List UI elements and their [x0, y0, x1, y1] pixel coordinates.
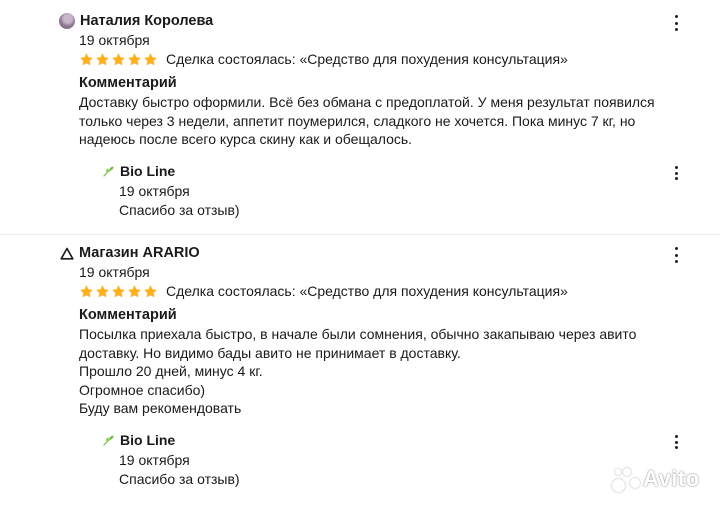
- review-date: 19 октября: [79, 32, 150, 48]
- comment-line: Посылка приехала быстро, в начале были сомнения, обычно закапываю через авито: [79, 326, 637, 342]
- leaf-icon: [102, 165, 115, 178]
- shop-logo-icon[interactable]: [59, 245, 75, 261]
- avito-watermark: [612, 466, 700, 492]
- review-author[interactable]: Магазин ARARIO: [79, 245, 200, 261]
- reply-date: 19 октября: [119, 183, 190, 199]
- reply-shop-name[interactable]: Bio Line: [120, 163, 176, 179]
- watermark-text: Avito: [643, 466, 700, 491]
- reply-more-options-icon[interactable]: [670, 435, 682, 449]
- comment-line: Буду вам рекомендовать: [79, 400, 242, 416]
- reply-header: [102, 162, 662, 180]
- reply-more-options-icon[interactable]: [670, 166, 682, 180]
- review-rating: [79, 50, 568, 68]
- seller-reply: [102, 162, 662, 218]
- comment-title: Комментарий: [79, 307, 177, 323]
- star-icon: [95, 52, 110, 67]
- star-icon: [143, 284, 158, 299]
- star-icon: [111, 284, 126, 299]
- star-icon: [79, 284, 94, 299]
- star-rating: [79, 52, 158, 67]
- comment-title: Комментарий: [79, 75, 177, 91]
- reply-header: [102, 431, 662, 449]
- comment-line: надеюсь после всего курса скину как и обещалось.: [79, 131, 413, 147]
- star-rating: [79, 284, 158, 299]
- comment-line: Огромное спасибо): [79, 381, 206, 398]
- review-rating: [79, 282, 568, 300]
- divider: [0, 234, 720, 235]
- reply-date: 19 октября: [119, 452, 190, 468]
- leaf-icon: [102, 434, 115, 447]
- deal-info: Сделка состоялась: «Средство для похудения консультация»: [166, 51, 568, 67]
- reply-text: Спасибо за отзыв): [119, 202, 240, 218]
- star-icon: [95, 284, 110, 299]
- review-header: [59, 243, 200, 263]
- more-options-icon[interactable]: [670, 246, 682, 264]
- comment-line: доставку. Но видимо бады авито не принимает в доставку.: [79, 344, 461, 361]
- avatar[interactable]: [59, 13, 75, 29]
- comment-line: только через 3 недели, аппетит поумерился, сладкого не хочется. Пока минус 7 кг, но: [79, 112, 636, 129]
- seller-reply: [102, 431, 662, 487]
- star-icon: [127, 52, 142, 67]
- review-author[interactable]: Наталия Королева: [80, 13, 214, 29]
- avito-logo-icon: [612, 466, 640, 492]
- star-icon: [79, 52, 94, 67]
- comment-line: Доставку быстро оформили. Всё без обмана с предоплатой. У меня результат появился: [79, 94, 655, 110]
- star-icon: [127, 284, 142, 299]
- review-header: [59, 11, 213, 31]
- comment-text: [79, 325, 679, 418]
- reply-text: Спасибо за отзыв): [119, 471, 240, 487]
- deal-info: Сделка состоялась: «Средство для похудения консультация»: [166, 283, 568, 299]
- star-icon: [111, 52, 126, 67]
- star-icon: [143, 52, 158, 67]
- comment-text: [79, 93, 679, 149]
- reply-shop-name[interactable]: Bio Line: [120, 432, 176, 448]
- more-options-icon[interactable]: [670, 14, 682, 32]
- comment-line: Прошло 20 дней, минус 4 кг.: [79, 363, 263, 379]
- review-date: 19 октября: [79, 264, 150, 280]
